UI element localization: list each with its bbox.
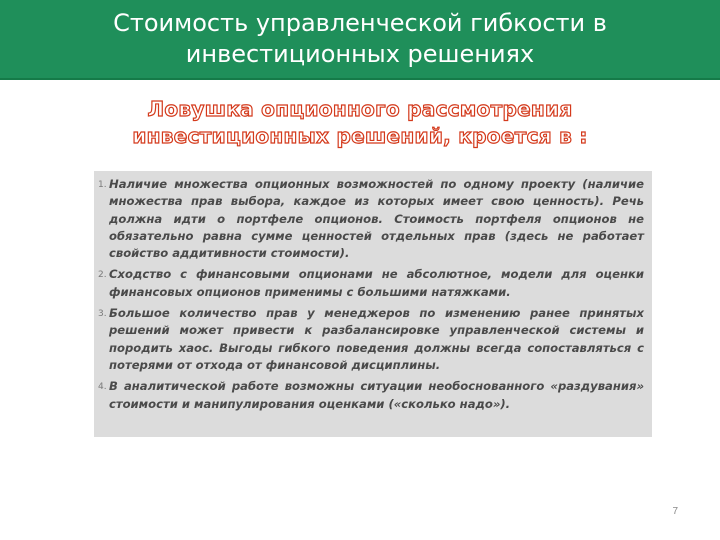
list-item-text: Наличие множества опционных возможностей по одному проекту (наличие множества прав выбора, каждое из которых имеет свою ценность). Речь должна идти о портфеле опционов. Стоимость портфеля опционов не обязательно равна сумме ценностей отдельных прав (здесь не работает свойство аддитивности стоимости). (109, 177, 644, 261)
subtitle-line-2: инвестиционных решений, кроется в : (132, 124, 588, 148)
list-item (98, 176, 644, 262)
list-item (98, 378, 644, 413)
slide-title-line-2: инвестиционных решениях (185, 40, 535, 68)
page-number: 7 (672, 506, 678, 517)
list-item (98, 305, 644, 374)
list-item-text: В аналитической работе возможны ситуации необоснованного «раздувания» стоимости и манипулирования оценками («сколько надо»). (109, 379, 644, 411)
list-item-number: 3. (98, 309, 107, 320)
list-item-text: Большое количество прав у менеджеров по изменению ранее принятых решений может привести к разбалансировке управленческой системы и породить хаос. Выгоды гибкого поведения должны всегда сопоставляться с потерями от отхода от финансовой дисциплины. (109, 306, 644, 372)
list-item (98, 266, 644, 301)
list-item-number: 1. (98, 180, 107, 190)
list-item-number: 4. (98, 382, 107, 393)
subtitle-line-1: Ловушка опционного рассмотрения (147, 97, 573, 121)
scanned-text-block (94, 171, 652, 437)
slide-subtitle (90, 96, 630, 150)
slide-title-line-1: Стоимость управленческой гибкости в (113, 9, 607, 37)
slide-title-bar (0, 0, 720, 80)
list-item-number: 2. (98, 270, 107, 281)
list-item-text: Сходство с финансовыми опционами не абсолютное, модели для оценки финансовых опционов применимы с большими натяжками. (109, 267, 644, 299)
